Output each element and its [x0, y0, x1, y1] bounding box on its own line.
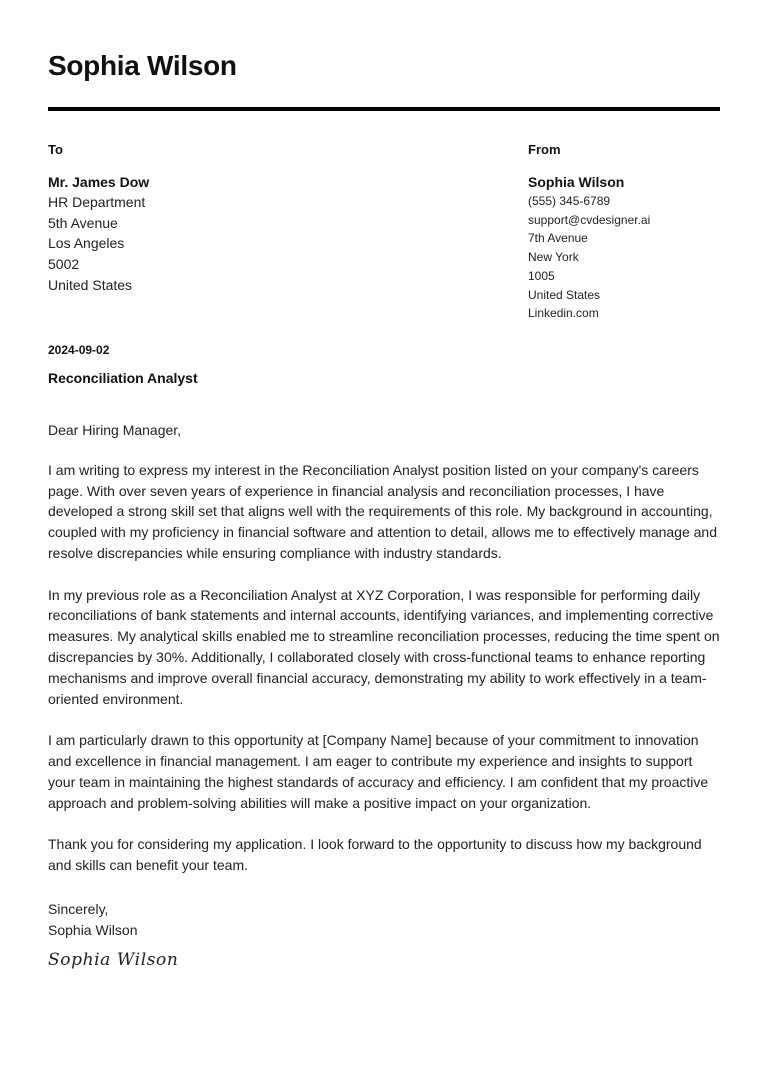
sender-postal-code: 1005 — [528, 268, 555, 283]
sender-block — [528, 141, 720, 323]
sender-city: New York — [528, 250, 579, 265]
closing-phrase: Sincerely, — [48, 901, 109, 917]
sender-linkedin: Linkedin.com — [528, 306, 599, 321]
sender-country: United States — [528, 287, 601, 302]
recipient-country: United States — [48, 276, 133, 293]
body-paragraph: In my previous role as a Reconciliation Analyst at XYZ Corporation, I was responsible for performing daily reconciliations of bank statements and internal accounts, identifying variances, and implementing corrective measures. My analytical skills enabled me to streamline reconciliation processes, reducing the time spent on discrepancies by 30%. Additionally, I collaborated closely with cross-functional teams to enhance reporting mechanisms and improve overall financial accuracy, demonstrating my ability to work effectively in a team-oriented environment. — [48, 586, 720, 707]
recipient-department: HR Department — [48, 194, 146, 210]
sender-phone: (555) 345-6789 — [528, 194, 611, 208]
body-paragraph: Thank you for considering my application. I look forward to the opportunity to discuss how my background and skills can benefit your team. — [48, 836, 702, 873]
salutation: Dear Hiring Manager, — [48, 422, 182, 438]
recipient-block — [48, 141, 368, 296]
recipient-city: Los Angeles — [48, 235, 125, 252]
letter-body — [48, 420, 720, 897]
recipient-postal-code: 5002 — [48, 256, 80, 273]
recipient-name: Mr. James Dow — [48, 174, 150, 190]
position-title: Reconciliation Analyst — [48, 370, 198, 386]
body-paragraph: I am writing to express my interest in the Reconciliation Analyst position listed on your company's careers page. With over seven years of experience in financial analysis and reconciliation processes, I have developed a strong skill set that aligns well with the requirements of this role. My background in accounting, coupled with my proficiency in financial software and attention to detail, allows me to effectively manage and resolve discrepancies while ensuring compliance with industry standards. — [48, 461, 717, 561]
closing-block — [48, 899, 138, 941]
body-paragraph: I am particularly drawn to this opportunity at [Company Name] because of your commitment to innovation and excellence in financial management. I am eager to contribute my experience and insights to support your team in maintaining the highest standards of accuracy and efficiency. I am confident that my proactive approach and problem-solving abilities will make a positive impact on your organization. — [48, 732, 709, 811]
recipient-street: 5th Avenue — [48, 214, 118, 231]
applicant-name-heading: Sophia Wilson — [48, 50, 237, 81]
header-divider — [48, 107, 720, 111]
sender-label: From — [528, 142, 561, 157]
recipient-label: To — [48, 142, 63, 157]
sender-name: Sophia Wilson — [528, 174, 625, 190]
handwritten-signature: Sophia Wilson — [48, 950, 179, 970]
letter-date: 2024-09-02 — [48, 343, 110, 357]
closing-name: Sophia Wilson — [48, 921, 138, 938]
sender-street: 7th Avenue — [528, 231, 588, 246]
sender-email: support@cvdesigner.ai — [528, 212, 651, 227]
